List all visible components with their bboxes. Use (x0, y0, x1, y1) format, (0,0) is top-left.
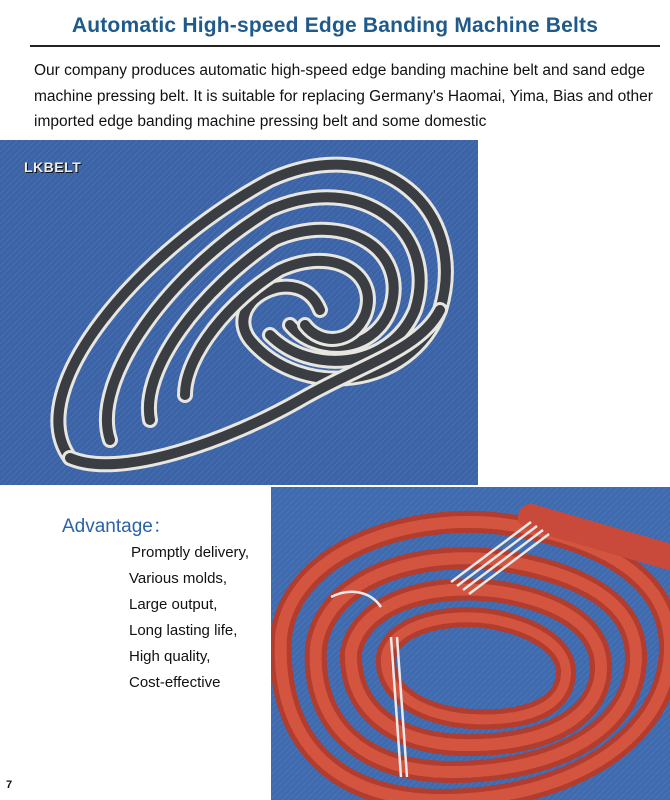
list-item: Various molds, (129, 570, 228, 587)
title-divider (30, 45, 660, 47)
gray-belt-photo (0, 140, 478, 485)
list-item: Cost-effective (129, 674, 221, 691)
list-item: Long lasting life, (129, 622, 238, 639)
red-belt-illustration (271, 487, 670, 800)
intro-paragraph: Our company produces automatic high-speed edge banding machine belt and sand edge machine pressing belt. It is suitable for replacing Germany's Haomai, Yima, Bias and other imported edge banding machine pressing belt and some domestic (34, 62, 653, 130)
list-item: High quality, (129, 648, 211, 665)
page-title: Automatic High-speed Edge Banding Machine Belts (71, 14, 599, 37)
advantage-list (129, 544, 249, 700)
list-item: Large output, (129, 596, 218, 613)
brand-watermark: LKBELT (24, 159, 82, 175)
list-item: Promptly delivery, (131, 544, 250, 561)
page-number: 7 (6, 779, 13, 791)
advantage-heading: Advantage： (62, 516, 172, 537)
red-belt-photo (271, 487, 670, 800)
gray-belt-illustration (0, 140, 478, 485)
